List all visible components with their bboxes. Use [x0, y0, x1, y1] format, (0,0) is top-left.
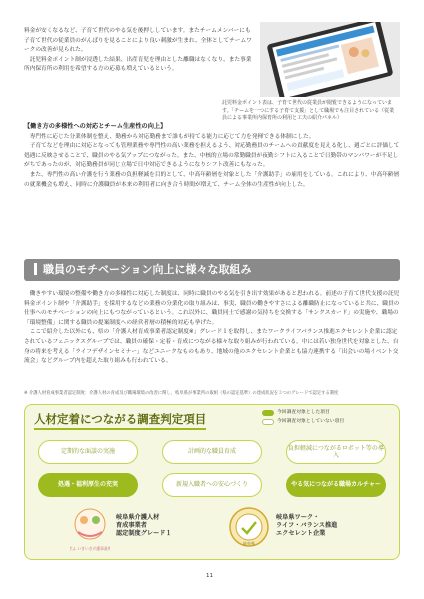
legend: [262, 410, 344, 428]
legend-label: 今回調査対象とした項目: [277, 410, 330, 415]
ikiiki-care-logo-graphic: [70, 506, 110, 554]
item-label: 処遇・福利厚生の充実: [57, 481, 118, 489]
section-motivation: [24, 290, 400, 367]
section-heading: 【働き方の多様性への対応とチーム生産性の向上】: [24, 123, 167, 130]
wlb-excellent-seal-graphic: [228, 506, 270, 550]
item-label: 定期的な面談の実施: [60, 448, 115, 456]
legend-item-applicable: [262, 410, 344, 416]
item-label: やる気につながる職場カルチャー: [291, 481, 381, 489]
section-diversity: [24, 122, 400, 190]
intro-paragraph: 託児料金ポイント制が浸透した結果、出産育児を理由とした離職はなくなり、また事業所内保育所の利用を希望する方の応募も増えているという。: [24, 56, 252, 73]
section-paragraph: ここで紹介した以外にも、県の「介護人材育成事業者認定制度※」グレード１を取得し、またワークライフバランス推進エクセレント企業に認定されているフェニックスグループでは、職員の確保・定着・育成につながる様々な取り組みが行われている。中には若い独身世代を対象とした、自身の将来を考える「ライフデザインセミナー」などユニークなものもあり、地域の他のエクセレント企業とも協力連携する「出会いの場イベント交流会」などグループ内を超えた取り組みも行われている。: [24, 329, 399, 365]
item-pill: [286, 440, 386, 464]
certification-grade1: [116, 514, 172, 538]
intro-paragraph: 料金が安くなるなど、子育て世代のやる気を後押ししています。またチームメンバーにも子育て世代の従業員のがんばりを見ることにより良い刺激が生まれ、全体としてチームワークの改善が見られた。: [24, 28, 252, 54]
item-pill-highlighted: [38, 473, 138, 497]
ikiiki-care-logo: [70, 506, 110, 554]
item-pill: [38, 440, 138, 464]
wlb-excellent-seal: [228, 506, 270, 550]
item-pill-highlighted: [286, 473, 386, 497]
item-label: 新規入職者への安心づくり: [175, 481, 248, 489]
page-number: 11: [206, 573, 213, 579]
evaluation-box-title: 人材定着につながる調査判定項目: [34, 412, 206, 430]
section-paragraph: 専門性に応じた分業体制を整え、勤務から対応勤務まで誰もが持てる能力に応じて力を発揮できる体制にした。: [29, 133, 315, 140]
logo-lettering: ぎふ いきいき介護事業所: [70, 546, 110, 551]
banner-accent-bar: [34, 263, 37, 275]
section-paragraph: 働きやすい環境の整備や働き方の多様性に対応した制度は、同時に職員のやる気を引き出す効果があると思われる。前述の子育て世代支援の託児料金ポイント制や「介護助手」を採用するなどの業務の分業化の取り組みは、事実、職員の働きやすさによる離職防止になっていると共に、職員の仕事へのモチベーションの向上にもつながっているという。これ以外に、職員同士で感謝の気持ちを交換する「サンクスカード」の実施や、職場の「環境整備」に関する職員の提案制度への経営者層の積極的対応も挙げた。: [24, 291, 400, 326]
legend-chip-outline: [262, 419, 274, 425]
cert-line: エクセレント企業: [276, 530, 326, 537]
legend-label: 今回調査対象としていない項目: [277, 419, 345, 424]
legend-item-not-applicable: [262, 419, 344, 425]
cert-line: 岐阜県ワーク・: [276, 514, 320, 521]
cert-line: 岐阜県介護人材: [116, 514, 160, 521]
item-pill: [162, 440, 262, 464]
footnote: ※ 介護人材育成事業者認定制度：介護人材の育成及び職場環境の改善に関し、岐阜県が事業所の取組（県の認定基準）の達成状況を３つのグレードで認定する制度: [24, 391, 339, 396]
tablet-photo-illustration: [260, 22, 400, 97]
photo-caption: 託児料金ポイント表は、子育て世代の従業員が閲覧できるようになっています。「チームを一つにする子育て支援」として職場でも注目されている（従業員による事業所内保育所の利用と工夫の紹介パネル）: [222, 100, 395, 121]
tablet-photo: [260, 22, 400, 97]
item-pill: [162, 473, 262, 497]
cert-line: 育成事業者: [116, 522, 147, 529]
banner-title: 職員のモチベーション向上に様々な取組み: [43, 263, 252, 276]
seal-lettering: 岐阜県: [243, 541, 255, 546]
legend-chip-filled: [262, 410, 274, 416]
section-paragraph: また、専門性の高い介護を行う業務の負担軽減を目的として、中高年齢層を対象とした「介護助手」の雇用をしている。これにより、中高年齢層の就業機会も増え、同時に介護職員が本来の利用者に向き合う時間が増えて、チーム全体の生産性が向上した。: [24, 171, 400, 188]
section-banner: [24, 259, 400, 281]
item-label: 計画的な職員育成: [187, 448, 236, 456]
cert-line: ライフ・バランス推進: [276, 522, 338, 529]
certification-wlb: [276, 514, 337, 538]
cert-line: 認定制度グレード１: [116, 530, 172, 537]
section-paragraph: 子育てなどを理由に対応となっても管理業務や専門性の高い業務を担えるよう、対応勤務員のチームへの貢献度を見える化し、週ごとに評価して処遇に反映させることで、職員のやる気アップにつながった。また、中核的立場の常勤職員が夜勤シフトに入ることで日勤帯のマンパワーが不足しがちであったのが、対応勤務員が同じ立場で日中対応できるようになりシフト改善にもなった。: [24, 143, 400, 169]
intro-text: [24, 27, 256, 75]
item-label: 負担軽減につながるロボット等の導入: [288, 444, 384, 459]
